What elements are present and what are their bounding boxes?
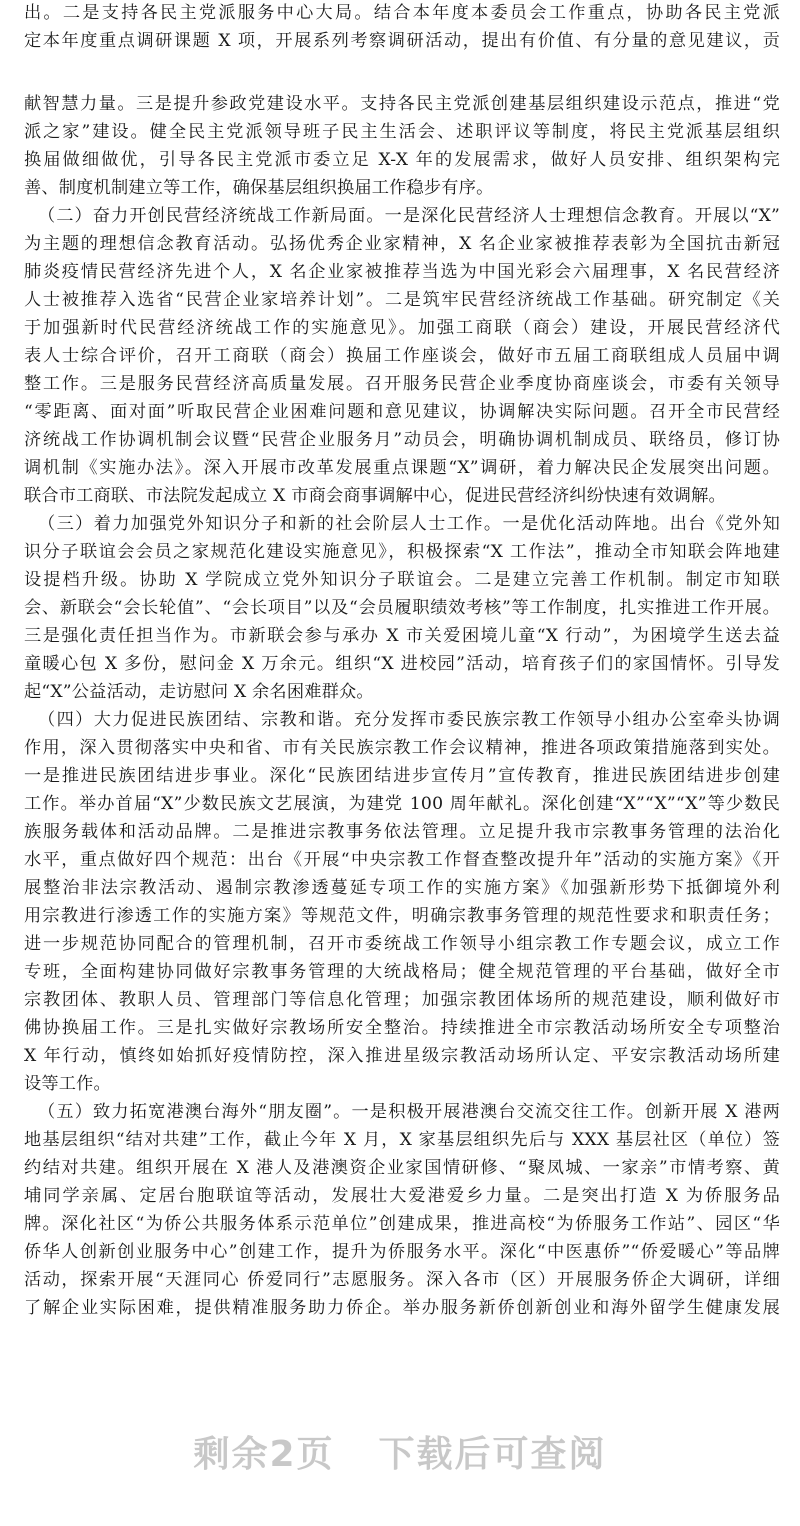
text-line: 族服务载体和活动品牌。二是推进宗教事务依法管理。立足提升我市宗教事务管理的法治化 <box>24 822 780 842</box>
text-line: 整工作。三是服务民营经济高质量发展。召开服务民营企业季度协商座谈会，市委有关领导 <box>24 374 780 394</box>
text-line: 起“X”公益活动，走访慰问 X 余名困难群众。 <box>24 682 374 702</box>
text-line: 进一步规范协同配合的管理机制，召开市委统战工作领导小组宗教工作专题会议，成立工作 <box>24 934 780 954</box>
text-line: 地基层组织“结对共建”工作，截止今年 X 月，X 家基层组织先后与 XXX 基层社区（单位）签 <box>24 1130 780 1150</box>
text-line: 于加强新时代民营经济统战工作的实施意见》。加强工商联（商会）建设，开展民营经济代 <box>24 318 780 338</box>
text-line: 表人士综合评价，召开工商联（商会）换届工作座谈会，做好市五届工商联组成人员届中调 <box>24 346 780 366</box>
text-line: 会、新联会“会长轮值”、“会长项目”以及“会员履职绩效考核”等工作制度，扎实推进工作开展。 <box>24 598 780 618</box>
text-line: 牌。深化社区“为侨公共服务体系示范单位”创建成果，推进高校“为侨服务工作站”、园区“华 <box>24 1214 780 1234</box>
text-line: 专班，全面构建协同做好宗教事务管理的大统战格局；健全规范管理的平台基础，做好全市 <box>24 962 780 982</box>
text-line: 三是强化责任担当作为。市新联会参与承办 X 市关爱困境儿童“X 行动”，为困境学生送去益 <box>24 626 780 646</box>
text-line: 埔同学亲属、定居台胞联谊等活动，发展壮大爱港爱乡力量。二是突出打造 X 为侨服务品 <box>24 1186 780 1206</box>
text-line: 佛协换届工作。三是扎实做好宗教场所安全整治。持续推进全市宗教活动场所安全专项整治 <box>24 1018 780 1038</box>
text-line: 识分子联谊会会员之家规范化建设实施意见》，积极探索“X 工作法”，推动全市知联会阵地建 <box>24 542 780 562</box>
text-line: （三）着力加强党外知识分子和新的社会阶层人士工作。一是优化活动阵地。出台《党外知 <box>38 514 780 534</box>
text-line: 宗教团体、教职人员、管理部门等信息化管理；加强宗教团体场所的规范建设，顺利做好市 <box>24 990 780 1010</box>
text-line: （二）奋力开创民营经济统战工作新局面。一是深化民营经济人士理想信念教育。开展以“X” <box>38 206 780 226</box>
text-line: 用宗教进行渗透工作的实施方案》等规范文件，明确宗教事务管理的规范性要求和职责任务； <box>24 906 780 926</box>
text-line: 调机制《实施办法》。深入开展市改革发展重点课题“X”调研，着力解决民企发展突出问题。 <box>24 458 780 478</box>
text-line: X 年行动，慎终如始抓好疫情防控，深入推进星级宗教活动场所认定、平安宗教活动场所建 <box>24 1046 780 1066</box>
text-line: 肺炎疫情民营经济先进个人，X 名企业家被推荐当选为中国光彩会六届理事，X 名民营经济 <box>24 262 780 282</box>
text-line: 活动，探索开展“天涯同心 侨爱同行”志愿服务。深入各市（区）开展服务侨企大调研，详细 <box>24 1270 780 1290</box>
text-line: “零距离、面对面”听取民营企业困难问题和意见建议，协调解决实际问题。召开全市民营经 <box>24 402 780 422</box>
text-line: 换届做细做优，引导各民主党派市委立足 X-X 年的发展需求，做好人员安排、组织架构完 <box>24 150 780 170</box>
text-line: 展整治非法宗教活动、遏制宗教渗透蔓延专项工作的实施方案》《加强新形势下抵御境外利 <box>24 878 780 898</box>
text-line: 一是推进民族团结进步事业。深化“民族团结进步宣传月”宣传教育，推进民族团结进步创建 <box>24 766 780 786</box>
text-line: （四）大力促进民族团结、宗教和谐。充分发挥市委民族宗教工作领导小组办公室牵头协调 <box>38 710 780 730</box>
text-line: 派之家”建设。健全民主党派领导班子民主生活会、述职评议等制度，将民主党派基层组织 <box>24 122 780 142</box>
text-line: 童暖心包 X 多份，慰问金 X 万余元。组织“X 进校园”活动，培育孩子们的家国情怀。引导发 <box>24 654 780 674</box>
text-line: 出。二是支持各民主党派服务中心大局。结合本年度本委员会工作重点，协助各民主党派 <box>24 3 780 23</box>
text-line: 侨华人创新创业服务中心”创建工作，提升为侨服务水平。深化“中医惠侨”“侨爱暖心”等品牌 <box>24 1242 780 1262</box>
text-line: 约结对共建。组织开展在 X 港人及港澳资企业家国情研修、“聚凤城、一家亲”市情考察、黄 <box>24 1158 780 1178</box>
text-line: 设提档升级。协助 X 学院成立党外知识分子联谊会。二是建立完善工作机制。制定市知联 <box>24 570 780 590</box>
text-line: 联合市工商联、市法院发起成立 X 市商会商事调解中心，促进民营经济纠纷快速有效调解。 <box>24 486 726 506</box>
text-line: 了解企业实际困难，提供精准服务助力侨企。举办服务新侨创新创业和海外留学生健康发展 <box>24 1298 780 1318</box>
text-line: 设等工作。 <box>24 1074 111 1094</box>
text-line: 为主题的理想信念教育活动。弘扬优秀企业家精神，X 名企业家被推荐表彰为全国抗击新冠 <box>24 234 780 254</box>
text-line: 济统战工作协调机制会议暨“民营企业服务月”动员会，明确协调机制成员、联络员，修订协 <box>24 430 780 450</box>
text-line: 献智慧力量。三是提升参政党建设水平。支持各民主党派创建基层组织建设示范点，推进“党 <box>24 94 780 114</box>
text-line: 工作。举办首届“X”少数民族文艺展演，为建党 100 周年献礼。深化创建“X”“X”“X”等少数民 <box>24 794 780 814</box>
text-line: 人士被推荐入选省“民营企业家培养计划”。二是筑牢民营经济统战工作基础。研究制定《关 <box>24 290 780 310</box>
text-line: 善、制度机制建立等工作，确保基层组织换届工作稳步有序。 <box>24 178 494 198</box>
text-line: 作用，深入贯彻落实中央和省、市有关民族宗教工作会议精神，推进各项政策措施落到实处。 <box>24 738 780 758</box>
text-line: 水平，重点做好四个规范：出台《开展“中央宗教工作督查整改提升年”活动的实施方案》《开 <box>24 850 780 870</box>
download-banner[interactable] <box>0 1426 800 1477</box>
text-line: （五）致力拓宽港澳台海外“朋友圈”。一是积极开展港澳台交流交往工作。创新开展 X 港两 <box>38 1102 780 1122</box>
text-line: 定本年度重点调研课题 X 项，开展系列考察调研活动，提出有价值、有分量的意见建议，贡 <box>24 31 780 51</box>
remaining-pages-text: 剩余2页 <box>193 1434 335 1475</box>
download-to-view-text: 下载后可查阅 <box>378 1434 607 1475</box>
